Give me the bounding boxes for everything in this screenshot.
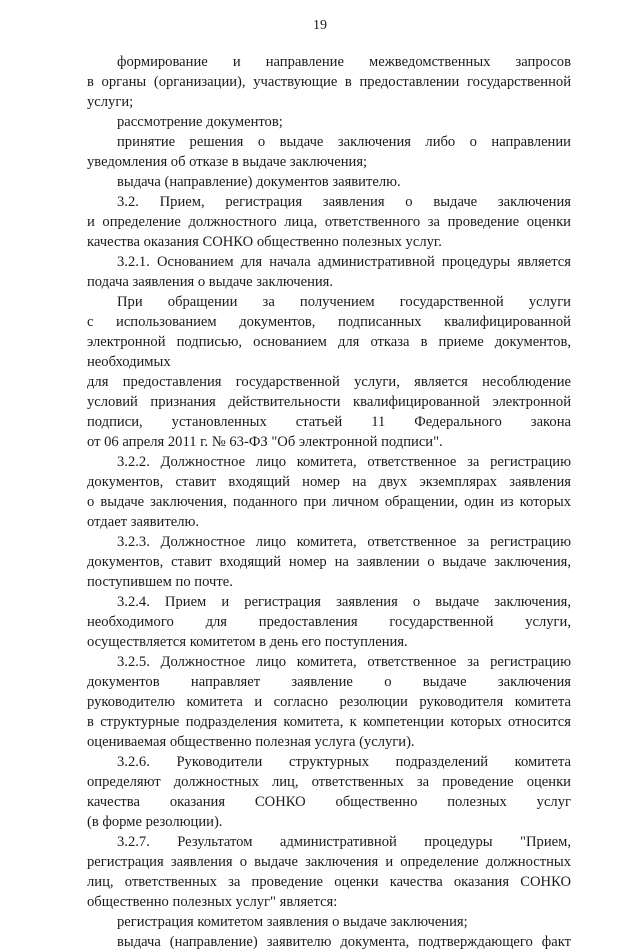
- text-line: (в форме резолюции).: [87, 814, 223, 830]
- text-line: 3.2.1. Основанием для начала административной процедуры является: [117, 254, 571, 270]
- text-line: поступившем по почте.: [87, 574, 233, 590]
- document-body: [87, 52, 571, 952]
- text-line: услуги;: [87, 94, 134, 110]
- text-line: формирование и направление межведомственных запросов: [117, 54, 571, 70]
- text-line: осуществляется комитетом в день его поступления.: [87, 634, 408, 650]
- text-line: 3.2.3. Должностное лицо комитета, ответственное за регистрацию: [117, 534, 571, 550]
- text-line: в органы (организации), участвующие в предоставлении государственной: [87, 74, 571, 90]
- text-line: подписи, установленных статьей 11 Федерального закона: [87, 414, 571, 430]
- text-line: качества оказания СОНКО общественно полезных услуг.: [87, 234, 442, 250]
- text-line: 3.2.4. Прием и регистрация заявления о выдаче заключения,: [117, 594, 571, 610]
- text-line: документов направляет заявление о выдаче заключения: [87, 674, 571, 690]
- text-line: руководителю комитета и согласно резолюции руководителя комитета: [87, 694, 571, 710]
- text-line: о выдаче заключения, поданного при личном обращении, один из которых: [87, 494, 571, 510]
- text-line: 3.2.7. Результатом административной процедуры "Прием,: [117, 834, 571, 850]
- text-line: рассмотрение документов;: [117, 114, 283, 130]
- text-line: от 06 апреля 2011 г. № 63-ФЗ "Об электронной подписи".: [87, 434, 443, 450]
- text-line: 3.2. Прием, регистрация заявления о выдаче заключения: [117, 194, 571, 210]
- text-line: регистрация заявления о выдаче заключения и определение должностных: [87, 854, 571, 870]
- text-line: При обращении за получением государственной услуги: [117, 294, 571, 310]
- text-line: выдача (направление) заявителю документа, подтверждающего факт: [117, 934, 571, 950]
- text-line: оцениваемая общественно полезная услуга (услуги).: [87, 734, 415, 750]
- text-line: документов, ставит входящий номер на заявлении о выдаче заключения,: [87, 554, 571, 570]
- text-line: для предоставления государственной услуги, является несоблюдение: [87, 374, 571, 390]
- text-line: 3.2.2. Должностное лицо комитета, ответственное за регистрацию: [117, 454, 571, 470]
- text-line: документов, ставит входящий номер на двух экземплярах заявления: [87, 474, 571, 490]
- text-line: в структурные подразделения комитета, к компетенции которых относится: [87, 714, 571, 730]
- text-line: подача заявления о выдаче заключения.: [87, 274, 334, 290]
- text-line: регистрация комитетом заявления о выдаче заключения;: [117, 914, 468, 930]
- text-line: 3.2.5. Должностное лицо комитета, ответственное за регистрацию: [117, 654, 571, 670]
- text-line: выдача (направление) документов заявителю.: [117, 174, 401, 190]
- page-number: 19: [313, 18, 327, 33]
- text-line: определяют должностных лиц, ответственных за проведение оценки: [87, 774, 571, 790]
- text-line: отдает заявителю.: [87, 514, 200, 530]
- text-line: лиц, ответственных за проведение оценки качества оказания СОНКО: [87, 874, 571, 890]
- text-line: необходимых: [87, 354, 171, 370]
- text-line: уведомления об отказе в выдаче заключения;: [87, 154, 368, 170]
- text-line: и определение должностного лица, ответственного за проведение оценки: [87, 214, 571, 230]
- text-line: необходимого для предоставления государственной услуги,: [87, 614, 571, 630]
- text-line: с использованием документов, подписанных квалифицированной: [87, 314, 571, 330]
- text-line: 3.2.6. Руководители структурных подразделений комитета: [117, 754, 571, 770]
- text-line: общественно полезных услуг" является:: [87, 894, 338, 910]
- text-line: принятие решения о выдаче заключения либо о направлении: [117, 134, 571, 150]
- text-line: качества оказания СОНКО общественно полезных услуг: [87, 794, 571, 810]
- text-line: электронной подписью, основанием для отказа в приеме документов,: [87, 334, 571, 350]
- text-line: условий признания действительности квалифицированной электронной: [87, 394, 571, 410]
